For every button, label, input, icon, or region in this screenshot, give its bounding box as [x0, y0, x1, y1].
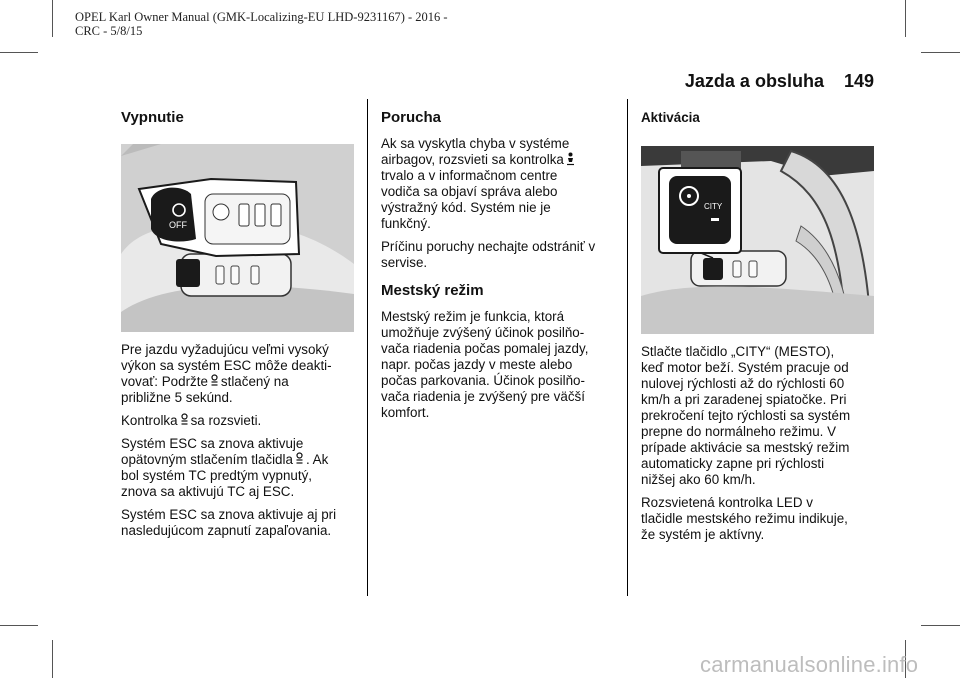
heading-vypnutie: Vypnutie: [121, 109, 184, 126]
print-meta-line1: OPEL Karl Owner Manual (GMK-Localizing-EU LHD-9231167) - 2016 -: [75, 10, 448, 24]
text: tlačidle mestského režimu indikuje,: [641, 511, 848, 526]
column-rule: [367, 99, 368, 596]
esc-off-warning-icon: [180, 413, 189, 427]
column-2: [381, 110, 623, 428]
col1-paragraph-3: [121, 436, 361, 500]
city-mode-figure: [641, 146, 874, 334]
text: Systém ESC sa znova aktivuje aj pri: [121, 507, 337, 522]
col2-paragraph-3: [381, 309, 623, 421]
text: . Ak: [305, 452, 329, 467]
crop-mark: [52, 0, 53, 37]
text: km/h a pri zaradenej spiatočke. Pri: [641, 392, 847, 407]
text: prepne do normálneho režimu. V: [641, 424, 837, 439]
text: stlačený na: [220, 374, 289, 389]
crop-mark: [0, 625, 38, 626]
text: znova sa aktivujú TC aj ESC.: [121, 484, 295, 499]
text: Ak sa vyskytla chyba v systéme: [381, 136, 570, 151]
heading-mestsky-rezim: Mestský režim: [381, 282, 484, 299]
text: Pre jazdu vyžadujúcu veľmi vysoký: [121, 342, 329, 357]
page-number: 149: [843, 71, 874, 91]
text: že systém je aktívny.: [641, 527, 765, 542]
column-1: [121, 110, 361, 546]
text: vovať: Podržte: [121, 374, 208, 389]
city-button-label: CITY: [704, 202, 723, 211]
text: komfort.: [381, 405, 430, 420]
text: Rozsvietená kontrolka LED v: [641, 495, 813, 510]
text: prekročení tejto rýchlosti sa systém: [641, 408, 851, 423]
section-title: Jazda a obsluha: [684, 71, 824, 91]
text: Stlačte tlačidlo „CITY“ (MESTO),: [641, 344, 835, 359]
text: servise.: [381, 255, 428, 270]
text: trvalo a v informačnom centre: [381, 168, 558, 183]
text: nasledujúcom zapnutí zapaľovania.: [121, 523, 332, 538]
crop-mark: [0, 52, 38, 53]
text: airbagov, rozsvieti sa kontrolka: [381, 152, 564, 167]
column-3: [641, 110, 877, 550]
text: prípade aktivácie sa mestský režim: [641, 440, 850, 455]
esc-off-icon: [295, 452, 304, 466]
text: nižšej ako 60 km/h.: [641, 472, 756, 487]
text: výkon sa systém ESC môže deakti-: [121, 358, 332, 373]
text: opätovným stlačením tlačidla: [121, 452, 293, 467]
text: funkčný.: [381, 216, 431, 231]
airbag-warning-icon: [566, 152, 575, 166]
text: vodiča sa objaví správa alebo: [381, 184, 558, 199]
col1-paragraph-4: [121, 507, 361, 539]
text: Kontrolka: [121, 413, 178, 428]
heading-porucha: Porucha: [381, 109, 442, 126]
crop-mark: [921, 52, 960, 53]
text: Mestský režim je funkcia, ktorá: [381, 309, 565, 324]
watermark: carmanualsonline.info: [700, 652, 919, 677]
text: sa rozsvieti.: [190, 413, 262, 428]
print-meta: [75, 10, 448, 38]
running-header: [628, 71, 874, 92]
text: vača riadenia počas pomalej jazdy,: [381, 341, 589, 356]
text: nulovej rýchlosti až do rýchlosti 60: [641, 376, 845, 391]
col3-paragraph-1: [641, 344, 877, 488]
esc-off-figure: [121, 144, 354, 332]
text: napr. počas jazdy v meste alebo: [381, 357, 573, 372]
text: vača riadenia je zvýšený pre väčší: [381, 389, 585, 404]
text: Systém ESC sa znova aktivuje: [121, 436, 304, 451]
crop-mark: [905, 0, 906, 37]
text: Príčinu poruchy nechajte odstrániť v: [381, 239, 596, 254]
crop-mark: [52, 640, 53, 678]
col3-paragraph-2: [641, 495, 877, 543]
text: počas parkovania. Účinok posilňo-: [381, 373, 585, 388]
col1-paragraph-2: [121, 413, 361, 429]
column-rule: [627, 99, 628, 596]
col1-paragraph-1: [121, 342, 361, 406]
text: automaticky zapne pri rýchlosti: [641, 456, 825, 471]
print-meta-line2: CRC - 5/8/15: [75, 24, 143, 38]
text: približne 5 sekúnd.: [121, 390, 233, 405]
heading-aktivacia: Aktivácia: [641, 110, 700, 125]
crop-mark: [921, 625, 960, 626]
esc-off-label: OFF: [169, 220, 187, 230]
col2-paragraph-1: [381, 136, 623, 232]
text: výstražný kód. Systém nie je: [381, 200, 551, 215]
text: umožňuje zvýšený účinok posilňo-: [381, 325, 585, 340]
text: bol systém TC predtým vypnutý,: [121, 468, 313, 483]
text: keď motor beží. Systém pracuje od: [641, 360, 849, 375]
col2-paragraph-2: [381, 239, 623, 271]
esc-off-icon: [210, 374, 219, 388]
